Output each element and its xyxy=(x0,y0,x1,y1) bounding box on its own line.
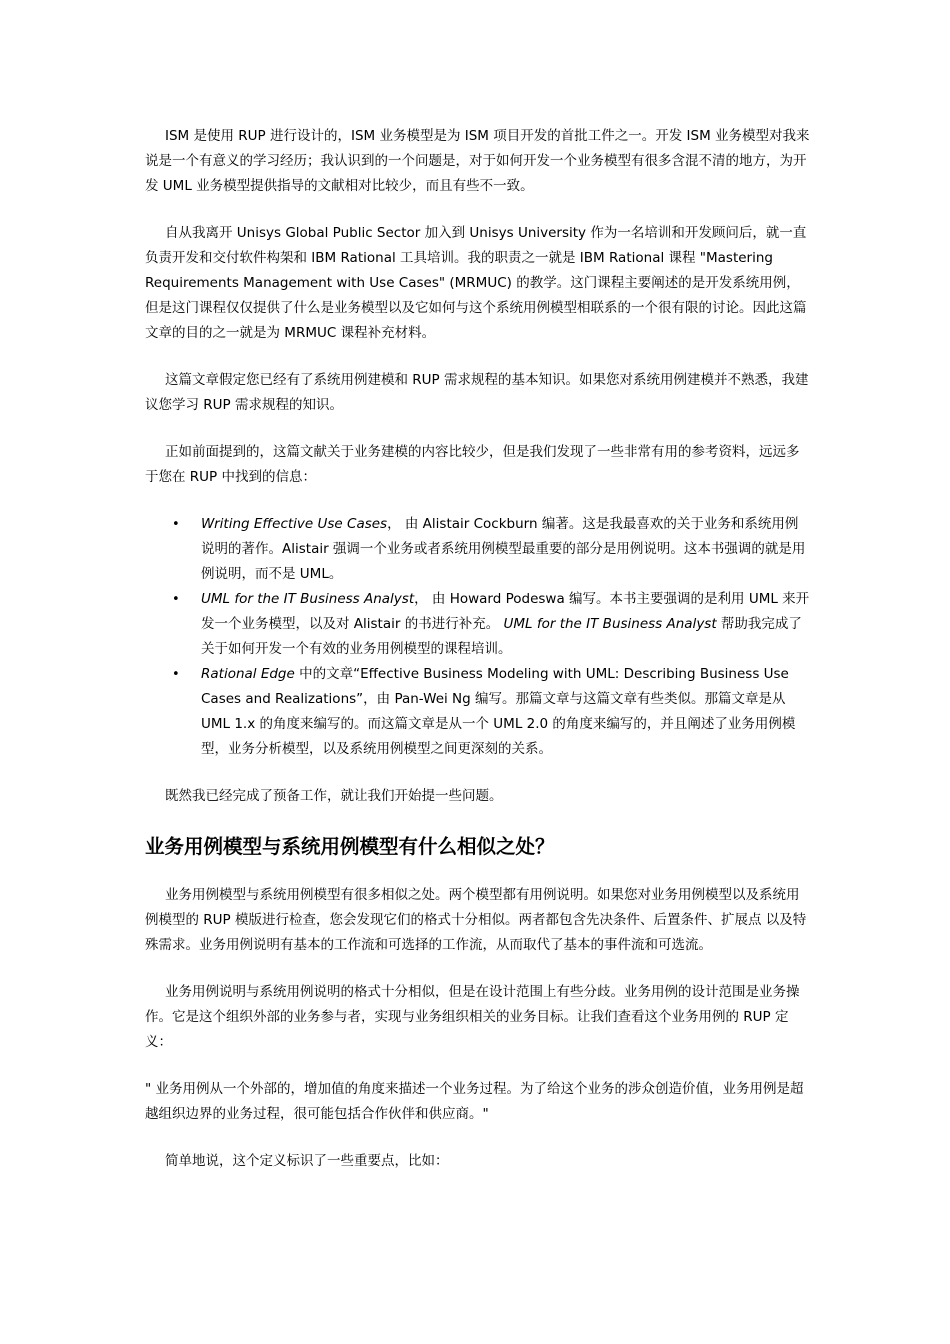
book-title: UML for the IT Business Analyst xyxy=(201,591,415,607)
document-page xyxy=(145,124,810,1196)
paragraph-author-background: 自从我离开 Unisys Global Public Sector 加入到 Unisys University 作为一名培训和开发顾问后，就一直负责开发和交付软件构架和 IBM Rational 工具培训。我的职责之一就是 IBM Rational 课程 "Mastering Requirements Management with Use Cases" (MRMUC) 的教学。这门课程主要阐述的是开发系统用例，但是这门课程仅仅提供了什么是业务模型以及它如何与这个系统用例模型相联系的一个很有限的讨论。因此这篇文章的目的之一就是为 MRMUC 课程补充材料。 xyxy=(145,225,807,341)
reference-text: 帮助我完成了关于如何开发一个有效的业务用例模型的课程培训。 xyxy=(201,616,802,657)
reference-list xyxy=(145,512,810,762)
section-heading: 业务用例模型与系统用例模型有什么相似之处？ xyxy=(145,835,555,858)
paragraph-scope: 业务用例说明与系统用例说明的格式十分相似，但是在设计范围上有些分歧。业务用例的设计范围是业务操作。它是这个组织外部的业务参与者，实现与业务组织相关的业务目标。让我们查看这个业务用例的 RUP 定义： xyxy=(145,984,800,1050)
bullet-icon: • xyxy=(172,517,180,532)
paragraph-ism-intro: ISM 是使用 RUP 进行设计的，ISM 业务模型是为 ISM 项目开发的首批工件之一。开发 ISM 业务模型对我来说是一个有意义的学习经历；我认识到的一个问题是，对于如何开发一个业务模型有很多含混不清的地方，为开发 UML 业务模型提供指导的文献相对比较少，而且有些不一致。 xyxy=(145,128,810,194)
paragraph-rup-definition-quote: " 业务用例从一个外部的，增加值的角度来描述一个业务过程。为了给这个业务的涉众创造价值，业务用例是超越组织边界的业务过程，很可能包括合作伙伴和供应商。" xyxy=(145,1081,804,1122)
paragraph-references-intro: 正如前面提到的，这篇文献关于业务建模的内容比较少，但是我们发现了一些非常有用的参考资料，远远多于您在 RUP 中找到的信息： xyxy=(145,444,800,485)
book-title: Writing Effective Use Cases xyxy=(201,516,388,532)
book-title: UML for the IT Business Analyst xyxy=(503,616,717,632)
list-item xyxy=(145,662,810,762)
list-item xyxy=(145,512,810,587)
reference-text: ， 由 Howard Podeswa 编写。本书主要强调的是利用 UML 来开发一个业务模型，以及对 Alistair 的书进行补充。 xyxy=(201,591,810,632)
paragraph-transition: 既然我已经完成了预备工作，就让我们开始提一些问题。 xyxy=(165,788,503,804)
bullet-icon: • xyxy=(172,592,180,607)
reference-text: ， 由 Alistair Cockburn 编著。这是我最喜欢的关于业务和系统用例说明的著作。Alistair 强调一个业务或者系统用例模型最重要的部分是用例说明。这本书强调的就是用例说明，而不是 UML。 xyxy=(201,516,806,582)
paragraph-similarities: 业务用例模型与系统用例模型有很多相似之处。两个模型都有用例说明。如果您对业务用例模型以及系统用例模型的 RUP 模版进行检查，您会发现它们的格式十分相似。两者都包含先决条件、后置条件、扩展点 以及特殊需求。业务用例说明有基本的工作流和可选择的工作流，从而取代了基本的事件流和可选流。 xyxy=(145,887,807,953)
paragraph-key-points-intro: 简单地说，这个定义标识了一些重要点，比如： xyxy=(165,1153,449,1169)
paragraph-prerequisites: 这篇文章假定您已经有了系统用例建模和 RUP 需求规程的基本知识。如果您对系统用例建模并不熟悉，我建议您学习 RUP 需求规程的知识。 xyxy=(145,372,809,413)
bullet-icon: • xyxy=(172,667,180,682)
reference-text: 中的文章“Effective Business Modeling with UML: Describing Business Use Cases and Realizations”，由 Pan-Wei Ng 编写。那篇文章与这篇文章有些类似。那篇文章是从 UML 1.x 的角度来编写的。而这篇文章是从一个 UML 2.0 的角度来编写的，并且阐述了业务用例模型，业务分析模型，以及系统用例模型之间更深刻的关系。 xyxy=(201,666,796,757)
publication-title: Rational Edge xyxy=(201,666,295,682)
list-item xyxy=(145,587,810,662)
